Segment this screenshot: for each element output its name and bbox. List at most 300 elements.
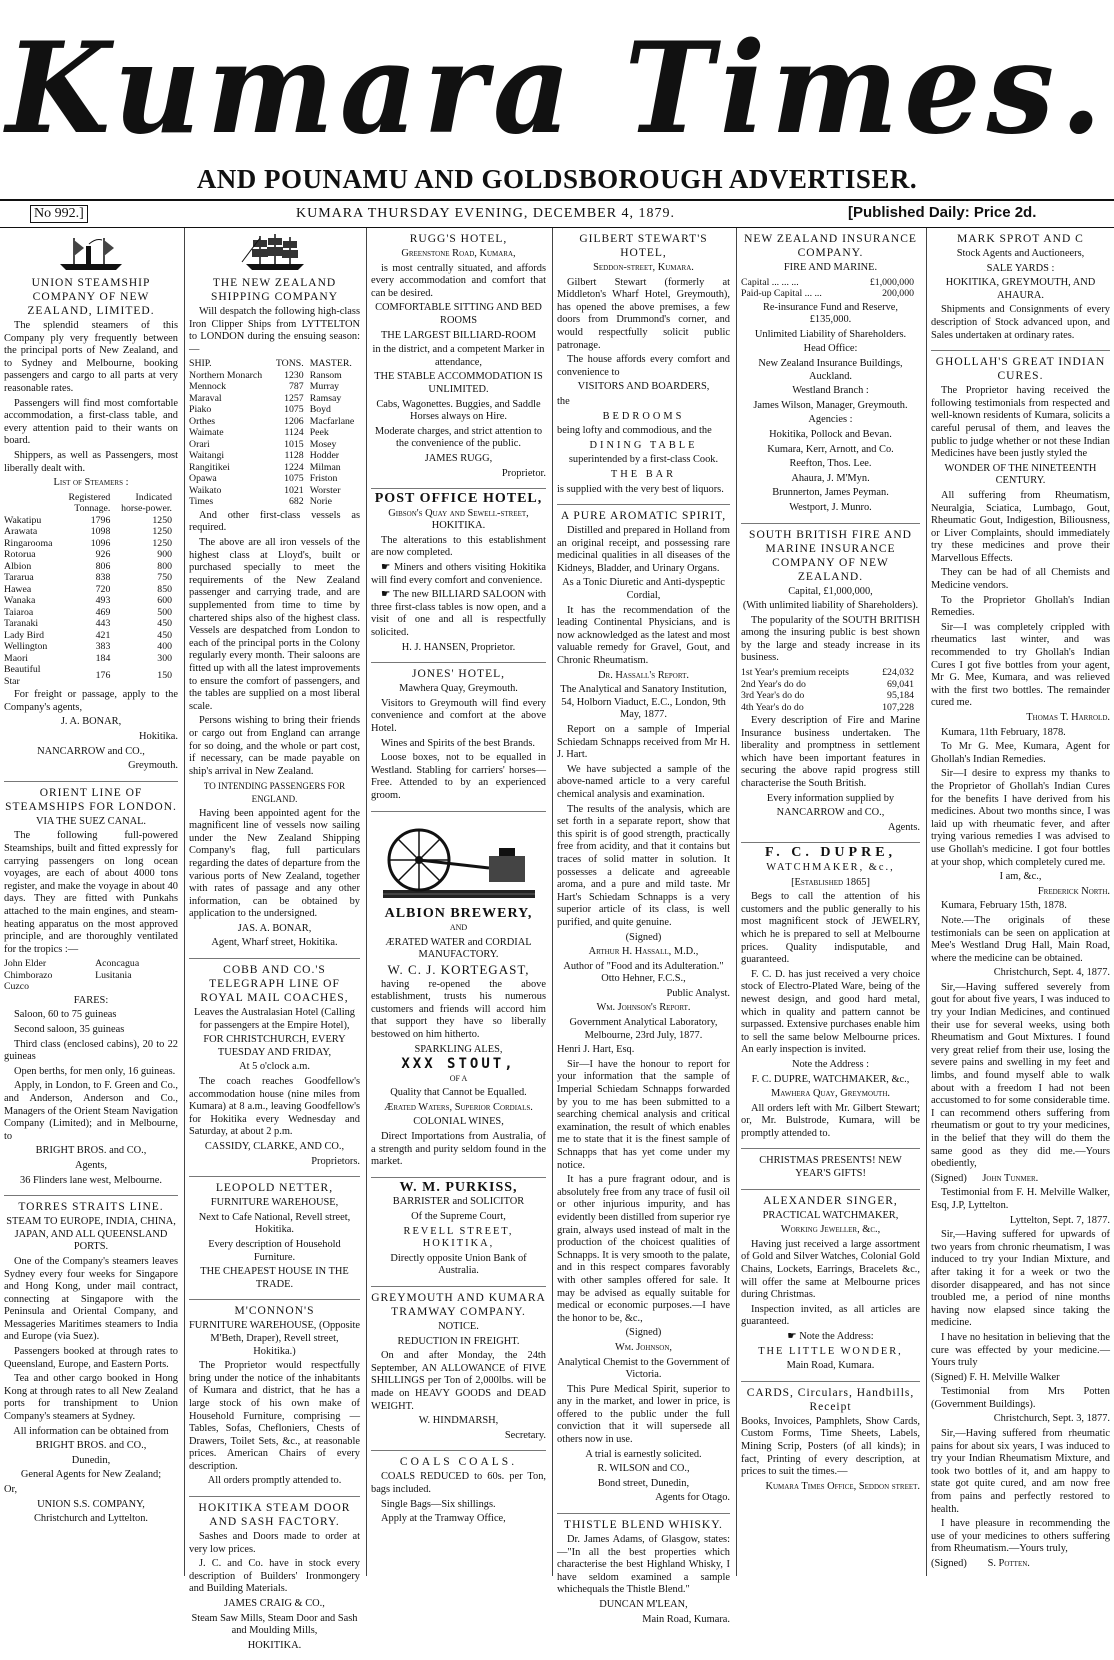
- orient-line-ad: [4, 782, 178, 1196]
- ad-text: HOKITIKA, GREYMOUTH, AND AHAURA.: [945, 277, 1096, 301]
- price-notice: [Published Daily: Price 2d.: [848, 204, 1037, 221]
- thistle-whisky-ad: [557, 1514, 730, 1634]
- table-row: Tararua 838 750: [4, 572, 172, 584]
- table-row: Wakatipu 1796 1250: [4, 514, 172, 526]
- column-2: [184, 228, 364, 1651]
- agent-name: BRIGHT BROS. and CO.,: [35, 1145, 147, 1157]
- coals-ad: [371, 1451, 546, 1533]
- ad-heading: GREYMOUTH AND KUMARA TRAMWAY COMPANY.: [371, 1292, 546, 1318]
- ad-text: OF A: [449, 1073, 468, 1083]
- table-row: Maori 184 300: [4, 652, 172, 664]
- ad-text: Having just received a large assortment of Gold and Silver Watches, Colonial Gold Chains, Lockets, Earrings, Bracelets &c., will offer the same at Melbourne prices during Christmas.: [741, 1238, 920, 1301]
- list-item: Reefton, Thos. Lee.: [789, 458, 872, 470]
- ad-text: Shippers, as well as Passengers, most liberally dealt with.: [4, 449, 178, 474]
- hokitika-sash-factory-ad: [189, 1497, 360, 1660]
- ad-heading: LEOPOLD NETTER,: [215, 1182, 334, 1195]
- table-row: Waikato 1021 Worster: [189, 484, 341, 496]
- post-office-hotel-ad: [371, 489, 546, 663]
- ad-text: To Mr G. Mee, Kumara, Agent for Ghollah's Indian Remedies.: [931, 741, 1110, 765]
- ad-text: Note the Address :: [791, 1058, 870, 1070]
- signature-address: Main Road, Kumara.: [642, 1613, 730, 1625]
- ad-text: Wines and Spirits of the best Brands.: [381, 737, 535, 749]
- signature: JAMES CRAIG & CO.,: [224, 1598, 325, 1610]
- ad-text: Government Analytical Laboratory, Melbourne, 23rd July, 1877.: [569, 1017, 718, 1041]
- ad-text: Loose boxes, not to be equalled in Westland. Stabling for carriers' horses—Free. Attended to by an experienced groom.: [371, 752, 546, 801]
- table-row: Rangitikei 1224 Milman: [189, 461, 341, 473]
- newspaper-title: Kumara Times.: [6, 14, 1108, 163]
- ad-address: Gibson's Quay and Sewell-street, HOKITIKA.: [388, 507, 529, 532]
- ad-text: Lyttelton, Sept. 7, 1877.: [1009, 1214, 1110, 1226]
- table-row: Beautiful Star 176 150: [4, 664, 172, 687]
- ad-text: Passengers will find most comfortable accommodation, a first-class table, and every attention paid to their wants on board.: [4, 397, 178, 447]
- column-5: [736, 228, 924, 1576]
- agent-address: Agent, Wharf street, Hokitika.: [211, 937, 338, 949]
- table-row: 1st Year's premium receipts £24,032: [741, 667, 914, 679]
- ad-text: WONDER OF THE NINETEENTH CENTURY.: [944, 462, 1097, 487]
- table-row: Maraval 1257 Ramsay: [189, 392, 342, 404]
- ad-text: SPARKLING ALES,: [414, 1043, 503, 1055]
- ad-subheading: TO INTENDING PASSENGERS FOR ENGLAND.: [203, 781, 346, 804]
- agent-name: J. A. BONAR,: [60, 716, 122, 728]
- ad-text: As a Tonic Diuretic and Anti-dyspeptic Cordial,: [562, 577, 725, 602]
- ad-text: F. C. DUPRE, WATCHMAKER, &c.,: [751, 1073, 910, 1085]
- table-row: Opawa 1075 Friston: [189, 473, 338, 485]
- ad-text: (Signed) John Tunmer.: [931, 1172, 1039, 1184]
- mcconnon-furniture-ad: [189, 1300, 360, 1497]
- ad-text: having re-opened the above establishment, trusts his numerous customers and friends will accord him that support they have so liberally bestowed on him hitherto.: [371, 978, 546, 1040]
- ad-text: All orders promptly attended to.: [207, 1475, 342, 1487]
- ad-text: And other first-class vessels as required.: [189, 509, 360, 534]
- ad-text: Moderate charges, and strict attention to the convenience of the public.: [374, 425, 543, 450]
- ad-text: This Pure Medical Spirit, superior to any in the market, and lower in price, is offered to the public under the full conviction that it will supersede all others now in use.: [557, 1383, 730, 1446]
- table-row: Orthes 1206 Macfarlane: [189, 415, 355, 427]
- ad-text: Will despatch the following high-class Iron Clipper Ships from LYTTELTON to LONDON during the ensuing season:—: [189, 306, 360, 355]
- table-row: Mennock 787 Murray: [189, 381, 340, 393]
- table-row: Taiaroa 469 500: [4, 606, 172, 618]
- ad-heading: RUGG'S HOTEL,: [409, 233, 508, 245]
- sailing-ship-icon: [240, 234, 310, 274]
- dupre-watchmaker-ad: [741, 843, 920, 1149]
- ad-text: New Zealand Insurance Buildings, Auckland.: [758, 357, 903, 382]
- ad-text: superintended by a first-class Cook.: [568, 454, 719, 466]
- ad-text: Apply, in London, to F. Green and Co., and Anderson, Anderson and Co., Managers of the Orient Steam Navigation Company (Limited); and in Melbourne, to: [4, 1080, 178, 1142]
- ad-text: Begs to call the attention of his customers and the public generally to his most magnificent stock of JEWELRY, which he is prepared to sell at Melbourne prices. Quality indisputable, and guaranteed.: [741, 891, 920, 966]
- ad-subheading: Wm. Johnson's Report.: [596, 1002, 691, 1014]
- ad-text: It has a pure fragrant odour, and is absolutely free from any trace of fusil oil or other injurious impurity, and has evidently been distilled from superior rye grain, always used instead of malt in the production of the choicest qualities of Schnapps. It is very smooth to the palate, and in this respect compares favorably with other samples offered for sale. It may be advised as equally suitable for medical or economic purposes.—I have the honor to be, &c.,: [557, 1174, 730, 1324]
- ad-text: On and after Monday, the 24th September, AN ALLOWANCE of FIVE SHILLINGS per Ton of 2,000lbs. will be made on HEAVY GOODS and DEAD WEIGHT.: [371, 1350, 546, 1412]
- ad-text: F. C. D. has just received a very choice stock of Electro-Plated Ware, being of the newest design, and good hard metal, which in quality and pattern cannot be surpassed. Extensive purchases enable him to sell the same below Melbourne prices. An early inspection is invited.: [741, 968, 920, 1056]
- list-item: Ahaura, J. M'Myn.: [791, 472, 870, 484]
- ad-text: The alterations to this establishment are now completed.: [371, 534, 546, 559]
- ad-text: Sir,—Having suffered severely from gout for about five years, I was induced to try your Indian Medicines, and continued their use for several weeks, using both Rheumatism and Gout Mixtures. I found very great relief from their use, losing the severe pains and swelling in my feet and limbs, and found myself able to walk about with a freedom I had not been accustomed to for some considerable time. I can recommend others suffering from rheumatism or gout to try your medicines, in the belief that they will do them the same good as they did me.—Yours obediently,: [931, 981, 1110, 1170]
- ad-heading: ORIENT LINE OF STEAMSHIPS FOR LONDON.: [5, 786, 177, 813]
- ad-heading: ALBION BREWERY,: [384, 905, 533, 921]
- ad-text: the: [557, 395, 570, 407]
- signature-role: Agents.: [887, 821, 920, 833]
- column-3: [366, 228, 550, 1576]
- ad-subheading: REDUCTION IN FREIGHT.: [397, 1335, 520, 1347]
- ad-text: Third class (enclosed cabins), 20 to 22 guineas: [4, 1038, 178, 1063]
- agent-name: BRIGHT BROS. and CO.,: [35, 1440, 147, 1452]
- signature: CASSIDY, CLARKE, AND CO.,: [204, 1141, 345, 1152]
- agent-place: Hokitika.: [139, 731, 178, 742]
- ad-text: Apply at the Tramway Office,: [381, 1513, 506, 1525]
- ad-subheading: BARRISTER and SOLICITOR: [392, 1196, 525, 1208]
- table-row: 3rd Year's do do 95,184: [741, 690, 914, 702]
- south-british-insurance-ad: [741, 524, 920, 844]
- table-row: Waitangi 1128 Hodder: [189, 450, 340, 462]
- ad-subheading: STEAM TO EUROPE, INDIA, CHINA, JAPAN, AND ALL QUEENSLAND PORTS.: [6, 1216, 176, 1253]
- ad-text: COMFORTABLE SITTING AND BED ROOMS: [375, 302, 542, 326]
- ad-heading: JONES' HOTEL,: [411, 668, 505, 681]
- ad-text: The popularity of the SOUTH BRITISH among the insuring public is best shown by the large and steady increase in its business.: [741, 614, 920, 664]
- agent-role: Agents,: [74, 1159, 108, 1171]
- ad-text: We have subjected a sample of the above-named article to a very careful chemical analysis and examination.: [557, 763, 730, 800]
- table-row: Arawata 1098 1250: [4, 526, 172, 538]
- ad-text: Open berths, for men only, 16 guineas.: [14, 1065, 176, 1077]
- ad-text: All information can be obtained from: [13, 1425, 169, 1437]
- agent-name: R. WILSON and CO.,: [597, 1463, 690, 1475]
- agent-place: Greymouth.: [128, 760, 178, 772]
- ad-text: I have no hesitation in believing that the cure was effected by your medicine.—Yours truly: [931, 1331, 1110, 1369]
- ad-text: Directly opposite Union Bank of Australia.: [390, 1252, 527, 1277]
- ad-heading: ALEXANDER SINGER,: [763, 1194, 898, 1207]
- ad-subheading: List of Steamers :: [53, 477, 129, 489]
- ad-subheading: NOTICE.: [438, 1321, 479, 1332]
- ad-text: The results of the analysis, which are set forth in a separate report, show that this spirit is of good strength, practically free from acidity, and that it contains but traces of solid matter in solution. It possesses a delicate and agreeable aroma, and a pure and mild taste. Mr Hart's Schiedam Schnapps is a very superior article of its class, is well purified, and quite genuine.: [557, 803, 730, 928]
- ad-subheading: ÆRATED WATER and CORDIAL MANUFACTORY.: [385, 936, 532, 961]
- capital-table: [741, 277, 920, 300]
- ad-heading: COBB AND CO.'S: [223, 964, 326, 977]
- table-row: 4th Year's do do 107,228: [741, 701, 914, 713]
- ad-text: The coach reaches Goodfellow's accommodation house (nine miles from Kumara) at 8 a.m., leaving Goodfellow's for Hokitika every Wednesday and Saturday, at about 2 p.m.: [189, 1076, 360, 1138]
- ad-text: Christchurch, Sept. 3, 1877.: [993, 1413, 1110, 1425]
- ad-text: Tea and other cargo booked in Hong Kong at through rates to all New Zealand ports for transhipment to Union Company's steamers at Sydney.: [4, 1373, 178, 1423]
- ad-address: Seddon-street, Kumara.: [593, 262, 694, 273]
- printing-cards-ad: [741, 1382, 920, 1502]
- table-row: Northern Monarch 1230 Ransom: [189, 369, 342, 381]
- list-item: Westport, J. Munro.: [789, 501, 872, 513]
- ad-heading: COALS COALS.: [399, 1456, 518, 1469]
- ship-table: SHIP. TONS. MASTER. Northern Monarch 1230 Ransom Mennock 787 Murray Maraval 1257 Ramsay Piako 1075 Boyd Orthes 1206 Macfarlane Waimate 1124 Peek Orari 1015 Mosey Waitangi 1128 Hodder Rangitikei 1224 Milman Opawa 1075 Friston Waikato 1021 Worster Times 682 Norie: [189, 358, 360, 508]
- ad-text: Sir—I have the honour to report for your information that the sample of Imperial Schiedam Schnapps forwarded by you to me has been submitted to a searching chemical analysis and critical examination, the result of which enables me to state that it is the finest sample of Schnapps that has yet come under my notice.: [557, 1058, 730, 1171]
- leopold-netter-ad: [189, 1177, 360, 1300]
- column-4: [552, 228, 734, 1625]
- ad-text: Head Office:: [803, 343, 858, 355]
- ad-subheading: FIRE AND MARINE.: [783, 262, 878, 273]
- table-row: Rotorua 926 900: [4, 549, 172, 561]
- ad-text: The Proprietor would respectfully bring under the notice of the inhabitants of Kumara and district, that he has a large stock of his own make of Household Furniture, comprising — Tables, Sofas, Chefloniers, Chests of Drawers, Toilet Sets, &c., at reasonable prices. American Chairs of every description.: [189, 1360, 360, 1472]
- steam-engine-illustration: [379, 820, 539, 904]
- ad-text: (Signed) S. Potten.: [931, 1558, 1030, 1569]
- ad-text: A trial is earnestly solicited.: [585, 1448, 702, 1460]
- ad-address: Greenstone Road, Kumara,: [401, 248, 516, 259]
- ad-text: in the district, and a competent Marker in attendance,: [372, 344, 545, 368]
- alexander-singer-ad: [741, 1190, 920, 1382]
- ad-text: Unlimited Liability of Shareholders.: [754, 328, 907, 340]
- ad-subheading: VIA THE SUEZ CANAL.: [35, 815, 147, 827]
- premium-table: [741, 667, 920, 713]
- ad-text: All orders left with Mr. Gilbert Stewart; or, Mr. Bulstrode, Kumara, will be promptly attended to.: [741, 1102, 920, 1139]
- ad-text: DINING TABLE: [589, 439, 698, 451]
- dateline: KUMARA THURSDAY EVENING, DECEMBER 4, 1879.: [296, 206, 676, 221]
- ad-text: Direct Importations from Australia, of a strength and purity seldom found in the market.: [371, 1131, 546, 1168]
- agent-role: General Agents for New Zealand;: [20, 1469, 162, 1481]
- table-row: Taranaki 443 450: [4, 618, 172, 630]
- ad-text: Capital, £1,000,000,: [788, 585, 873, 597]
- ad-heading: F. C. DUPRE,: [764, 845, 897, 861]
- table-row: Ringarooma 1096 1250: [4, 537, 172, 549]
- ad-text: COALS REDUCED to 60s. per Ton, bags included.: [371, 1471, 546, 1495]
- ad-text: Stock Agents and Auctioneers,: [956, 248, 1085, 259]
- ad-text: Report on a sample of Imperial Schiedam Schnapps received from Mr H. J. Hart.: [557, 724, 730, 761]
- ad-text: Sir—I was completely crippled with rheumatics last winter, and was recommended to try Ghollah's Indian Cures I got five bottles from your agent, Mr G. Mee, Kumara, and was relieved with the first two bottles. The remainder cured me.: [931, 621, 1110, 709]
- ad-text: James Wilson, Manager, Greymouth.: [753, 399, 908, 411]
- ad-text: Visitors to Greymouth will find every convenience and comfort at the above Hotel.: [371, 697, 546, 734]
- ad-text: Sir,—Having suffered from rheumatic pains for about six years, I was induced to try your Indian Rheumatism Mixture, and took two bottles of it, and am happy to state got quite cured, and am now free from pains and perfectly restored to health.: [931, 1428, 1110, 1515]
- ad-subheading: PRACTICAL WATCHMAKER,: [762, 1209, 899, 1221]
- ad-text: VISITORS AND BOARDERS,: [577, 381, 710, 393]
- cobb-and-co-ad: [189, 959, 360, 1177]
- ad-text: Second saloon, 35 guineas: [14, 1024, 125, 1035]
- table-row: Orari 1015 Mosey: [189, 438, 337, 450]
- ad-text: Testimonial from Mrs Potten (Government Buildings).: [931, 1386, 1110, 1410]
- table-row: Wellington 383 400: [4, 641, 172, 653]
- orient-ships: John Elder Aconcagua Chimborazo Lusitania Cuzco: [4, 958, 140, 993]
- ad-text: One of the Company's steamers leaves Sydney every four weeks for Singapore and Hong Kong, under mail contract, connecting at Singapore with the Peninsula and Oriental Company, and Messageries Maritimes steamers to India and Europe (via Suez).: [4, 1255, 178, 1343]
- signature: Frederick North.: [1037, 885, 1110, 897]
- ad-text: Distilled and prepared in Holland from an original receipt, and possessing rare medicinal qualities in all diseases of the Kidneys, Bladder, and Urinary Organs.: [557, 525, 730, 574]
- ad-text: Inspection invited, as all articles are guaranteed.: [741, 1303, 920, 1328]
- ad-address: Mawhera Quay, Greymouth.: [399, 683, 518, 695]
- signature: DUNCAN M'LEAN,: [599, 1599, 688, 1610]
- agent-address: Bond street, Dunedin,: [597, 1477, 690, 1489]
- ad-text: ☛ The new BILLIARD SALOON with three first-class tables is now open, and a visit of one and all is respectfully solicited.: [371, 589, 547, 639]
- signature: H. J. HANSEN, Proprietor.: [401, 641, 516, 653]
- signature: JAMES RUGG,: [424, 452, 493, 464]
- mark-sprot-ad: [931, 228, 1110, 351]
- ad-text: Note.—The originals of these testimonials can be seen on application at Mee's Westland Drug Hall, Main Road, where the medicine can be obtained.: [931, 914, 1110, 964]
- ad-text: Having been appointed agent for the magnificent line of vessels now sailing under the New Zealand Shipping Company's flag, full particulars regarding the dates of departure from the various ports of New Zealand, together with rates of passage and any other information, can be obtained by application to the undersigned.: [189, 807, 360, 920]
- ad-text: Agencies :: [808, 414, 853, 426]
- issue-info-bar: [0, 199, 1114, 228]
- ad-text: COLONIAL WINES,: [413, 1116, 504, 1128]
- ad-text: Re-insurance Fund and Reserve, £135,000.: [762, 301, 899, 326]
- ad-text: is supplied with the very best of liquors.: [557, 483, 724, 495]
- ad-text: Sir—I desire to express my thanks to the Proprietor of Ghollah's Indian Cures for the benefits I have derived from his medicines. About two months since, I was laid up with rheumatic fever, and after trying various remedies I was advised to use Ghollah's medicine. I got four bottles at your shop, which completely cured me.: [931, 768, 1110, 868]
- signature: Wm. Johnson,: [614, 1341, 673, 1353]
- aromatic-spirit-ad: [557, 505, 730, 1514]
- ad-text: I am, &c.,: [999, 871, 1042, 883]
- issue-number: No 992.]: [30, 205, 88, 223]
- ad-text: Ærated Waters, Superior Cordials.: [384, 1101, 533, 1113]
- agent-place: Christchurch and Lyttelton.: [34, 1513, 148, 1525]
- ad-text: Christchurch, Sept. 4, 1877.: [993, 967, 1110, 979]
- ad-text: The above are all iron vessels of the highest class at Lloyd's, built or purchased specially to meet the requirements of the New Zealand passenger and carrying trade, and are supplemented from time to time by chartered ships also of the highest class. Vessels are despatched from London to each of the principal ports in the Colony regularly every month. Their saloons are fitted up with all the latest improvements to ensure the comfort of passengers, and the tables are supplied on a most liberal scale.: [189, 537, 360, 712]
- ad-text: Saloon, 60 to 75 guineas: [14, 1009, 117, 1021]
- ad-subheading: FURNITURE WAREHOUSE,: [210, 1197, 339, 1209]
- ad-heading: MARK SPROT AND C: [957, 233, 1084, 245]
- ad-text: Dr. James Adams, of Glasgow, states:—"In all the best properties which characterise the best Highland Whisky, I have seldom examined a sample whichequals the Thistle Blend.": [557, 1534, 730, 1596]
- agent-role: Agents for Otago.: [655, 1492, 730, 1504]
- union-steamship-ad: [4, 228, 178, 782]
- table-row: Waimate 1124 Peek: [189, 427, 329, 439]
- signature-place: HOKITIKA.: [247, 1639, 302, 1651]
- table-row: Wanaka 493 600: [4, 595, 172, 607]
- newspaper-subtitle: AND POUNAMU AND GOLDSBOROUGH ADVERTISER.: [196, 164, 918, 194]
- purkiss-solicitor-ad: [371, 1178, 546, 1287]
- ad-text: Persons wishing to bring their friends or cargo out from England can arrange for so doing, and the whole or part cost, if necessary, can be made payable on ship's arrival in New Zealand.: [189, 715, 360, 777]
- ad-text: Next to Cafe National, Revell street, Hokitika.: [198, 1211, 351, 1236]
- ad-heading: GILBERT STEWART'S HOTEL,: [579, 233, 708, 259]
- signature-role: Steam Saw Mills, Steam Door and Sash and Moulding Mills,: [191, 1612, 358, 1637]
- signature-role: Proprietors.: [311, 1155, 360, 1167]
- ad-text: REVELL STREET, HOKITIKA,: [403, 1225, 514, 1250]
- pointing-hand-icon: ☛: [381, 589, 391, 601]
- table-row: Piako 1075 Boyd: [189, 404, 331, 416]
- ad-heading: UNION STEAMSHIP COMPANY OF NEW ZEALAND, LIMITED.: [27, 277, 155, 317]
- ad-text: At 5 o'clock a.m.: [239, 1061, 310, 1073]
- nz-insurance-ad: [741, 228, 920, 524]
- agent-name: JAS. A. BONAR,: [237, 922, 312, 934]
- signature-role: Secretary.: [504, 1429, 546, 1441]
- ad-text: ☛ Miners and others visiting Hokitika will find every comfort and convenience.: [371, 562, 546, 586]
- ad-heading: W. M. PURKISS,: [399, 1179, 518, 1195]
- ad-text: J. C. and Co. have in stock every description of Builders' Ironmongery and Building Materials.: [189, 1558, 360, 1595]
- ad-text: Every information supplied by: [766, 792, 895, 804]
- signature: Kumara Times Office, Seddon street.: [765, 1480, 920, 1492]
- ad-text: Sashes and Doors made to order at very low prices.: [189, 1531, 360, 1555]
- ad-text: Westland Branch :: [792, 385, 869, 397]
- ad-text: Henri J. Hart, Esq.: [557, 1044, 635, 1056]
- ad-highlight: XXX STOUT,: [401, 1056, 516, 1073]
- ad-subheading: WATCHMAKER, &c.,: [766, 862, 895, 873]
- ad-text: THE CHEAPEST HOUSE IN THE TRADE.: [200, 1266, 349, 1290]
- list-item: Kumara, Kerr, Arnott, and Co.: [767, 443, 894, 455]
- ad-text: Books, Invoices, Pamphlets, Show Cards, Custom Forms, Time Sheets, Labels, Mining Scrip, Posters (of all kinds); in fact, Printing of every description, at prices to suit the times.—: [741, 1415, 920, 1478]
- ad-text: Single Bags—Six shillings.: [381, 1498, 496, 1510]
- column-1: [0, 228, 182, 1576]
- ghollah-cures-ad: [931, 351, 1110, 1578]
- jones-hotel-ad: [371, 663, 546, 811]
- ad-subheading: FARES:: [73, 994, 109, 1006]
- ad-text: is most centrally situated, and affords every accommodation and comfort that can be desired.: [371, 262, 546, 299]
- ad-text: ☛ Note the Address:: [787, 1331, 874, 1342]
- ad-text: BEDROOMS: [602, 410, 685, 422]
- ad-heading: THE NEW ZEALAND SHIPPING COMPANY: [210, 277, 339, 303]
- ad-subheading: Dr. Hassall's Report.: [598, 669, 689, 681]
- ad-text: Gilbert Stewart (formerly at Middleton's Wharf Hotel, Greymouth), has opened the above premises, a few doors from Drummond's corner, and would respectfully solicit public patronage.: [557, 276, 730, 351]
- table-row: Capital ... ... ... £1,000,000: [741, 276, 914, 288]
- signature: W. HINDMARSH,: [418, 1415, 499, 1427]
- ad-text: THE STABLE ACCOMMODATION IS UNLIMITED.: [374, 371, 543, 395]
- ad-text: [Established 1865]: [791, 876, 870, 888]
- signature: Arthur H. Hassall, M.D.,: [588, 946, 699, 958]
- ad-text: THE LITTLE WONDER,: [758, 1345, 903, 1357]
- table-row: Albion 806 800: [4, 560, 172, 572]
- masthead: [0, 0, 1114, 200]
- ad-text: Quality that Cannot be Equalled.: [390, 1087, 527, 1099]
- ad-text: being lofty and commodious, and the: [557, 425, 712, 437]
- ad-subheading: FURNITURE WAREHOUSE, (Opposite M'Beth, Draper), Revell street, Hokitika.): [189, 1320, 360, 1357]
- ad-text: Or,: [4, 1484, 18, 1495]
- ad-text: (Signed): [625, 1327, 662, 1339]
- column-6: [926, 228, 1114, 1576]
- agent-name: NANCARROW and CO.,: [37, 745, 145, 757]
- ad-heading: SOUTH BRITISH FIRE AND MARINE INSURANCE COMPANY OF NEW ZEALAND.: [749, 528, 912, 583]
- torres-straits-ad: [4, 1196, 178, 1534]
- ad-text: It has the recommendation of the leading Continental Physicians, and is now acknowledged as the latest and most valuable remedy for Gravel, Gout, and Chronic Rheumatism.: [557, 604, 730, 667]
- ad-heading: NEW ZEALAND INSURANCE COMPANY.: [744, 233, 917, 259]
- ad-text: Shipments and Consignments of every description of Stock advanced upon, and Sales undertaken at ordinary rates.: [931, 304, 1110, 341]
- ad-heading: TORRES STRAITS LINE.: [18, 1201, 164, 1214]
- list-item: Brunnerton, James Peyman.: [772, 487, 889, 499]
- table-row: Times 682 Norie: [189, 496, 332, 508]
- ad-text: All suffering from Rheumatism, Neuralgia, Sciatica, Lumbago, Gout, Rheumatic Gout, Indigestion, Biliousness, or Liver Complaints, should immediately try these medicines and prove their Marvellous Effects.: [931, 489, 1110, 564]
- ad-subheading: Working Jeweller, &c.,: [780, 1224, 881, 1236]
- signature-role: Public Analyst.: [666, 987, 730, 999]
- ad-text: Every description of Household Furniture.: [208, 1238, 341, 1263]
- ad-text: They can be had of all Chemists and Medicine vendors.: [931, 567, 1110, 592]
- ad-text: The Proprietor having received the following testimonials from respected and well-known residents of Kumara, solicits a careful perusal of them, and leaves the public to judge whether or not these Indian Medicines have been justly styled the: [931, 385, 1110, 460]
- ad-text: For freight or passage, apply to the Company's agents,: [4, 689, 178, 713]
- signature: NANCARROW and CO.,: [776, 807, 885, 819]
- ad-text: Leaves the Australasian Hotel (Calling for passengers at the Empire Hotel),: [193, 1007, 355, 1031]
- ad-text: (Signed): [625, 931, 662, 943]
- signature-role: Analytical Chemist to the Government of Victoria.: [557, 1356, 730, 1381]
- ad-heading: GHOLLAH'S GREAT INDIAN CURES.: [935, 356, 1106, 383]
- ad-text: (With unlimited liability of Shareholders).: [742, 600, 919, 612]
- albion-brewery-ad: [371, 812, 546, 1178]
- ad-heading: POST OFFICE HOTEL,: [374, 491, 543, 507]
- nz-shipping-ad: [189, 228, 360, 959]
- tramway-company-ad: [371, 1287, 546, 1451]
- signature: Author of "Food and its Adulteration." Otto Hehner, F.C.S.,: [563, 960, 724, 985]
- signature: Thomas T. Harrold.: [1026, 712, 1110, 723]
- ad-heading: THISTLE BLEND WHISKY.: [564, 1519, 723, 1532]
- ad-heading: CHRISTMAS PRESENTS! NEW YEAR'S GIFTS!: [759, 1155, 902, 1180]
- ad-text: Kumara, 11th February, 1878.: [941, 726, 1066, 738]
- table-row: Paid-up Capital ... ... 200,000: [741, 288, 914, 300]
- ad-text: Kumara, February 15th, 1878.: [941, 900, 1067, 912]
- table-row: Hawea 720 850: [4, 583, 172, 595]
- christmas-presents-ad: [741, 1149, 920, 1189]
- steamship-icon: [56, 234, 126, 274]
- pointing-hand-icon: ☛: [381, 562, 391, 574]
- ad-text: Sir,—Having suffered for upwards of two years from chronic rheumatism, I was induced to try your Indian Mixture, and after taking it for a week or two the disorder disappeared, and has not since troubled me, a period of nine months having now elapsed since taking the medicine.: [931, 1229, 1110, 1329]
- ruggs-hotel-ad: [371, 228, 546, 489]
- ad-text: Testimonial from F. H. Melville Walker, Esq, J.P, Lyttelton.: [931, 1187, 1110, 1211]
- ad-heading: HOKITIKA STEAM DOOR AND SASH FACTORY.: [198, 1502, 351, 1529]
- gilbert-stewart-hotel-ad: [557, 228, 730, 505]
- steamer-table: Registered Tonnage. Indicated horse-power. Wakatipu 1796 1250 Arawata 1098 1250 Ringarooma 1096 1250 Rotorua 926 900 Albion 806 800 Tararua 838 750 Hawea 720 850 Wanaka 493 600 Taiaroa 469 500 Taranaki 443 450 Lady Bird 421 450 Wellington 383 400 Maori 184 300 Beautiful Star 176 150: [4, 492, 178, 688]
- ad-text: The splendid steamers of this Company ply very frequently between the principal ports of New Zealand, and to Sydney and Melbourne, booking passengers and cargo to all parts at very reasonable rates.: [4, 320, 178, 394]
- agent-name: UNION S.S. COMPANY,: [37, 1498, 145, 1510]
- proprietor-name: W. C. J. KORTEGAST,: [387, 961, 530, 977]
- ad-subheading: TELEGRAPH LINE OF ROYAL MAIL COACHES,: [200, 978, 349, 1005]
- ad-heading: A PURE AROMATIC SPIRIT,: [560, 510, 727, 523]
- ad-text: To the Proprietor Ghollah's Indian Remedies.: [931, 594, 1110, 619]
- ad-text: Mawhera Quay, Greymouth.: [771, 1088, 890, 1100]
- ad-text: Passengers booked at through rates to Queensland, Europe, and Eastern Ports.: [4, 1346, 178, 1370]
- ad-text: Main Road, Kumara.: [786, 1360, 875, 1372]
- ad-text: Cabs, Wagonettes. Buggies, and Saddle Horses always on Hire.: [376, 398, 541, 423]
- list-item: Hokitika, Pollock and Bevan.: [769, 428, 892, 440]
- table-row: 2nd Year's do do 69,041: [741, 678, 914, 690]
- pointing-hand-icon: ☛: [787, 1331, 797, 1342]
- ad-text: Every description of Fire and Marine Insurance business undertaken. The liberality and promptness in settlement which have been important features in securing the above rapid progress still characterise the South British.: [741, 715, 920, 790]
- agent-place: Dunedin,: [71, 1454, 111, 1466]
